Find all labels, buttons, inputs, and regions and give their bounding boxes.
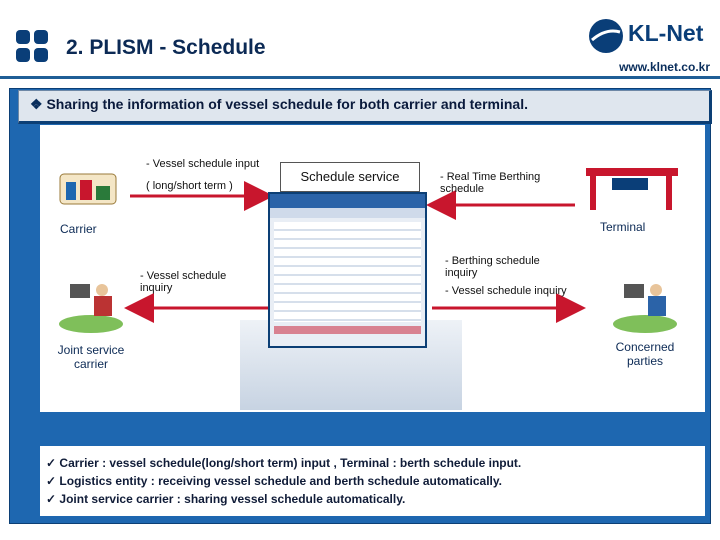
schedule-screenshot [268, 192, 427, 348]
schedule-service-box: Schedule service [280, 162, 420, 192]
footer-notes [40, 446, 705, 516]
crane-icon [582, 164, 682, 219]
check-icon: ✓ [46, 474, 57, 488]
vessel-inquiry-label: - Vessel schedule inquiry [140, 270, 227, 294]
person-at-computer-icon [610, 278, 680, 339]
carrier-label: Carrier [60, 222, 97, 236]
check-icon: ✓ [46, 456, 57, 470]
real-time-berthing-label: - Real Time Berthing schedule [440, 171, 541, 195]
concerned-parties-label: Concerned parties [615, 340, 675, 368]
long-short-term-label: ( long/short term ) [146, 180, 233, 192]
diamond-bullet-icon: ❖ [30, 96, 43, 112]
check-icon: ✓ [46, 492, 57, 506]
terminal-label: Terminal [600, 220, 646, 234]
vessel-input-label: - Vessel schedule input [146, 158, 260, 170]
page-title: 2. PLISM - Schedule [66, 36, 266, 59]
website-url[interactable]: www.klnet.co.kr [619, 60, 710, 74]
person-at-computer-icon [56, 278, 126, 339]
joint-service-carrier-label: Joint service carrier [57, 343, 125, 371]
bullet-item: ✓ Joint service carrier : sharing vessel schedule automatically. [46, 492, 406, 506]
banner-text: ❖ Sharing the information of vessel schedule for both carrier and terminal. [30, 96, 528, 112]
bullet-item: ✓ Logistics entity : receiving vessel schedule and berth schedule automatically. [46, 474, 502, 488]
carrier-icon [58, 168, 118, 213]
logo-text: KL-Net [628, 20, 704, 46]
vessel-inquiry-right-label: - Vessel schedule inquiry [445, 285, 567, 297]
bullet-item: ✓ Carrier : vessel schedule(long/short term) input , Terminal : berth schedule input. [46, 456, 522, 470]
berthing-inquiry-label: - Berthing schedule inquiry [445, 255, 540, 279]
